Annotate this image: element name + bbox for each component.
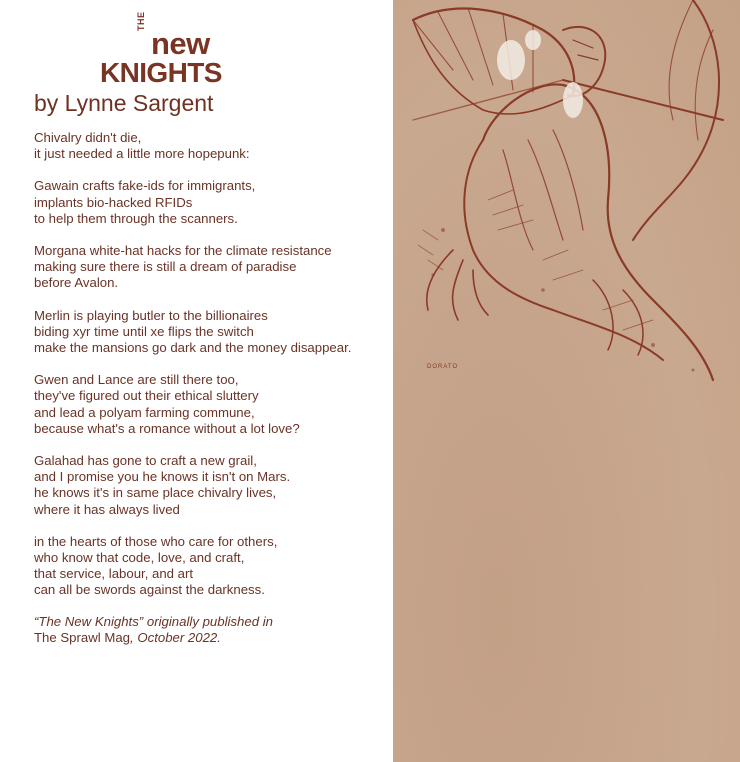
title-the: THE — [136, 11, 146, 31]
artist-signature: DORATO — [427, 364, 459, 370]
poem-title — [100, 11, 240, 90]
poem-line: and I promise you he knows it isn't on Mars. — [34, 469, 291, 485]
poem-line: who know that code, love, and craft, — [34, 550, 245, 566]
poem-line: Chivalry didn't die, — [34, 130, 142, 145]
stanza — [34, 130, 389, 162]
poem-line: making sure there is still a dream of paradise — [34, 259, 297, 275]
poem-line: he knows it's in same place chivalry lives, — [34, 485, 277, 501]
dragon-wing — [413, 9, 574, 95]
poem-line: to help them through the scanners. — [34, 210, 238, 226]
poem-line: Gawain crafts fake-ids for immigrants, — [34, 178, 256, 194]
poem-line: can all be swords against the darkness. — [34, 582, 265, 598]
stanza — [34, 243, 389, 292]
poem-line: that service, labour, and art — [34, 566, 194, 582]
credit-publication: The Sprawl Mag — [34, 630, 131, 646]
knight-dragon-illustration — [393, 0, 740, 762]
stanza — [34, 308, 389, 357]
credit-title-line: “The New Knights” originally published in — [34, 614, 273, 629]
publication-credit — [34, 614, 389, 646]
stanza — [34, 178, 389, 227]
title-new: new — [151, 26, 210, 61]
poem-line: Galahad has gone to craft a new grail, — [34, 453, 257, 469]
poem-line: Gwen and Lance are still there too, — [34, 372, 239, 388]
dragon-body — [483, 84, 713, 380]
poem-line: where it has always lived — [34, 501, 180, 517]
title-knights: KNIGHTS — [100, 57, 222, 88]
poem-line: and lead a polyam farming commune, — [34, 404, 255, 420]
poem-line: in the hearts of those who care for others, — [34, 533, 278, 549]
dragon-tail — [633, 0, 719, 240]
credit-date: , October 2022. — [130, 630, 221, 646]
poem-line: implants bio-hacked RFIDs — [34, 194, 193, 210]
poem-line: they've figured out their ethical sluttery — [34, 388, 259, 404]
poem-body — [34, 130, 389, 615]
poem-line: it just needed a little more hopepunk: — [34, 146, 250, 162]
stanza — [34, 453, 389, 518]
byline: by Lynne Sargent — [34, 90, 214, 116]
poem-line: because what's a romance without a lot love? — [34, 420, 300, 436]
poem-line: biding xyr time until xe flips the switch — [34, 323, 254, 339]
artwork-panel — [393, 0, 740, 762]
poem-line: Merlin is playing butler to the billionaires — [34, 307, 268, 323]
poem-line: Morgana white-hat hacks for the climate resistance — [34, 243, 332, 259]
stanza — [34, 534, 389, 599]
credit-publication-line — [34, 630, 389, 646]
poem-line: before Avalon. — [34, 275, 119, 291]
poem-line: make the mansions go dark and the money disappear. — [34, 340, 352, 356]
stanza — [34, 372, 389, 437]
